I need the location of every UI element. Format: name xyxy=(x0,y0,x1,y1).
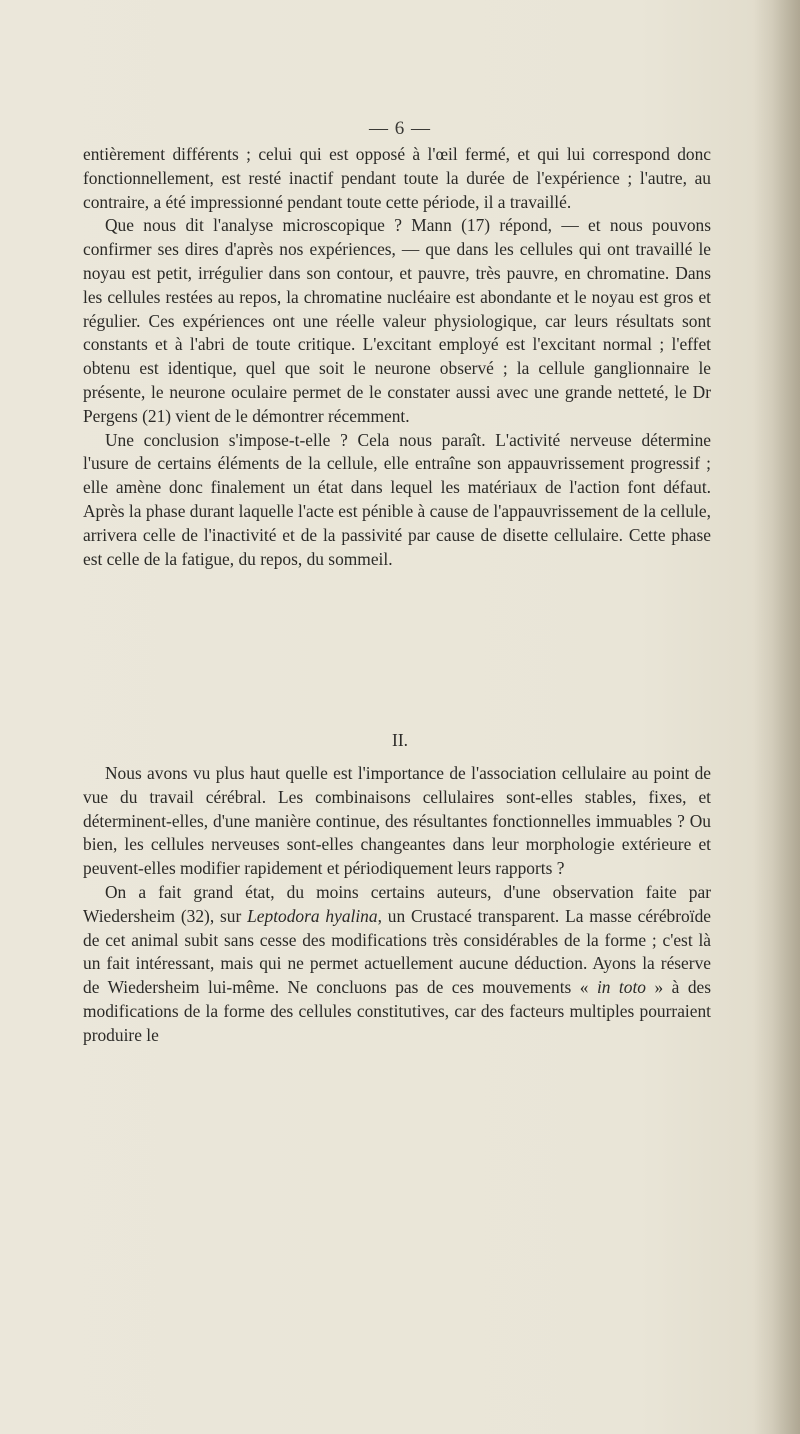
page-number-header: — 6 — xyxy=(369,118,431,139)
text-block-section-1 xyxy=(83,143,711,571)
section-heading: II. xyxy=(392,730,408,750)
paragraph: Une conclusion s'impose-t-elle ? Cela nous paraît. L'activité nerveuse détermine l'usure de certains éléments de la cellule, elle entraîne son appauvrissement progressif ; elle amène donc finalement un état dans lequel les matériaux de l'action font défaut. Après la phase durant laquelle l'acte est pénible à cause de l'appauvrissement de la cellule, arrivera celle de l'inactivité et de la passivité par cause de disette cellulaire. Cette phase est celle de la fatigue, du repos, du sommeil. xyxy=(83,429,711,569)
page-edge-shadow xyxy=(754,0,800,1434)
text-block-section-2 xyxy=(83,762,711,1048)
paragraph: entièrement différents ; celui qui est opposé à l'œil fermé, et qui lui correspond donc fonctionnellement, est resté inactif pendant toute la durée de l'expérience ; l'autre, au contraire, a été impressionné pendant toute cette période, il a travaillé. xyxy=(83,144,711,212)
paragraph: Nous avons vu plus haut quelle est l'importance de l'association cellulaire au point de vue du travail cérébral. Les combinaisons cellulaires sont-elles stables, fixes, et déterminent-elles, d'une manière continue, des résultantes fonctionnelles immuables ? Ou bien, les cellules nerveuses sont-elles changeantes dans leur morphologie extérieure et peuvent-elles modifier rapidement et périodiquement leurs rapports ? xyxy=(83,763,711,879)
paragraph xyxy=(83,881,711,1048)
species-name-italic: Leptodora hyalina xyxy=(247,905,378,926)
paragraph: Que nous dit l'analyse microscopique ? Mann (17) répond, — et nous pouvons confirmer ses dires d'après nos expériences, — que dans les cellules qui ont travaillé le noyau est petit, irrégulier dans son contour, et pauvre, très pauvre, en chromatine. Dans les cellules restées au repos, la chromatine nucléaire est abondante et le noyau est gros et régulier. Ces expériences ont une réelle valeur physiologique, car leurs résultats sont constants et à l'abri de toute critique. L'excitant employé est l'excitant normal ; l'effet obtenu est identique, quel que soit le neurone observé ; la cellule ganglionnaire le présente, le neurone oculaire permet de le constater aussi avec une grande netteté, le Dr Pergens (21) vient de le démontrer récemment. xyxy=(83,215,711,426)
latin-phrase-italic: in toto xyxy=(596,977,646,998)
paragraph-text: , un Crustacé transparent. La masse cérébroïde de cet animal subit sans cesse des modifications très considérables de la forme ; c'est là un fait intéressant, mais qui ne permet actuellement aucune déduction. Ayons la réserve de Wiedersheim lui-même. Ne concluons pas de ces mouvements « xyxy=(83,905,711,998)
paragraph-text: On a fait grand état, du moins certains auteurs, d'une observation faite par Wiedersheim (32), sur xyxy=(83,881,711,926)
paragraph-text: » à des modifications de la forme des cellules constitutives, car des facteurs multiples pourraient produire le xyxy=(83,977,711,1045)
